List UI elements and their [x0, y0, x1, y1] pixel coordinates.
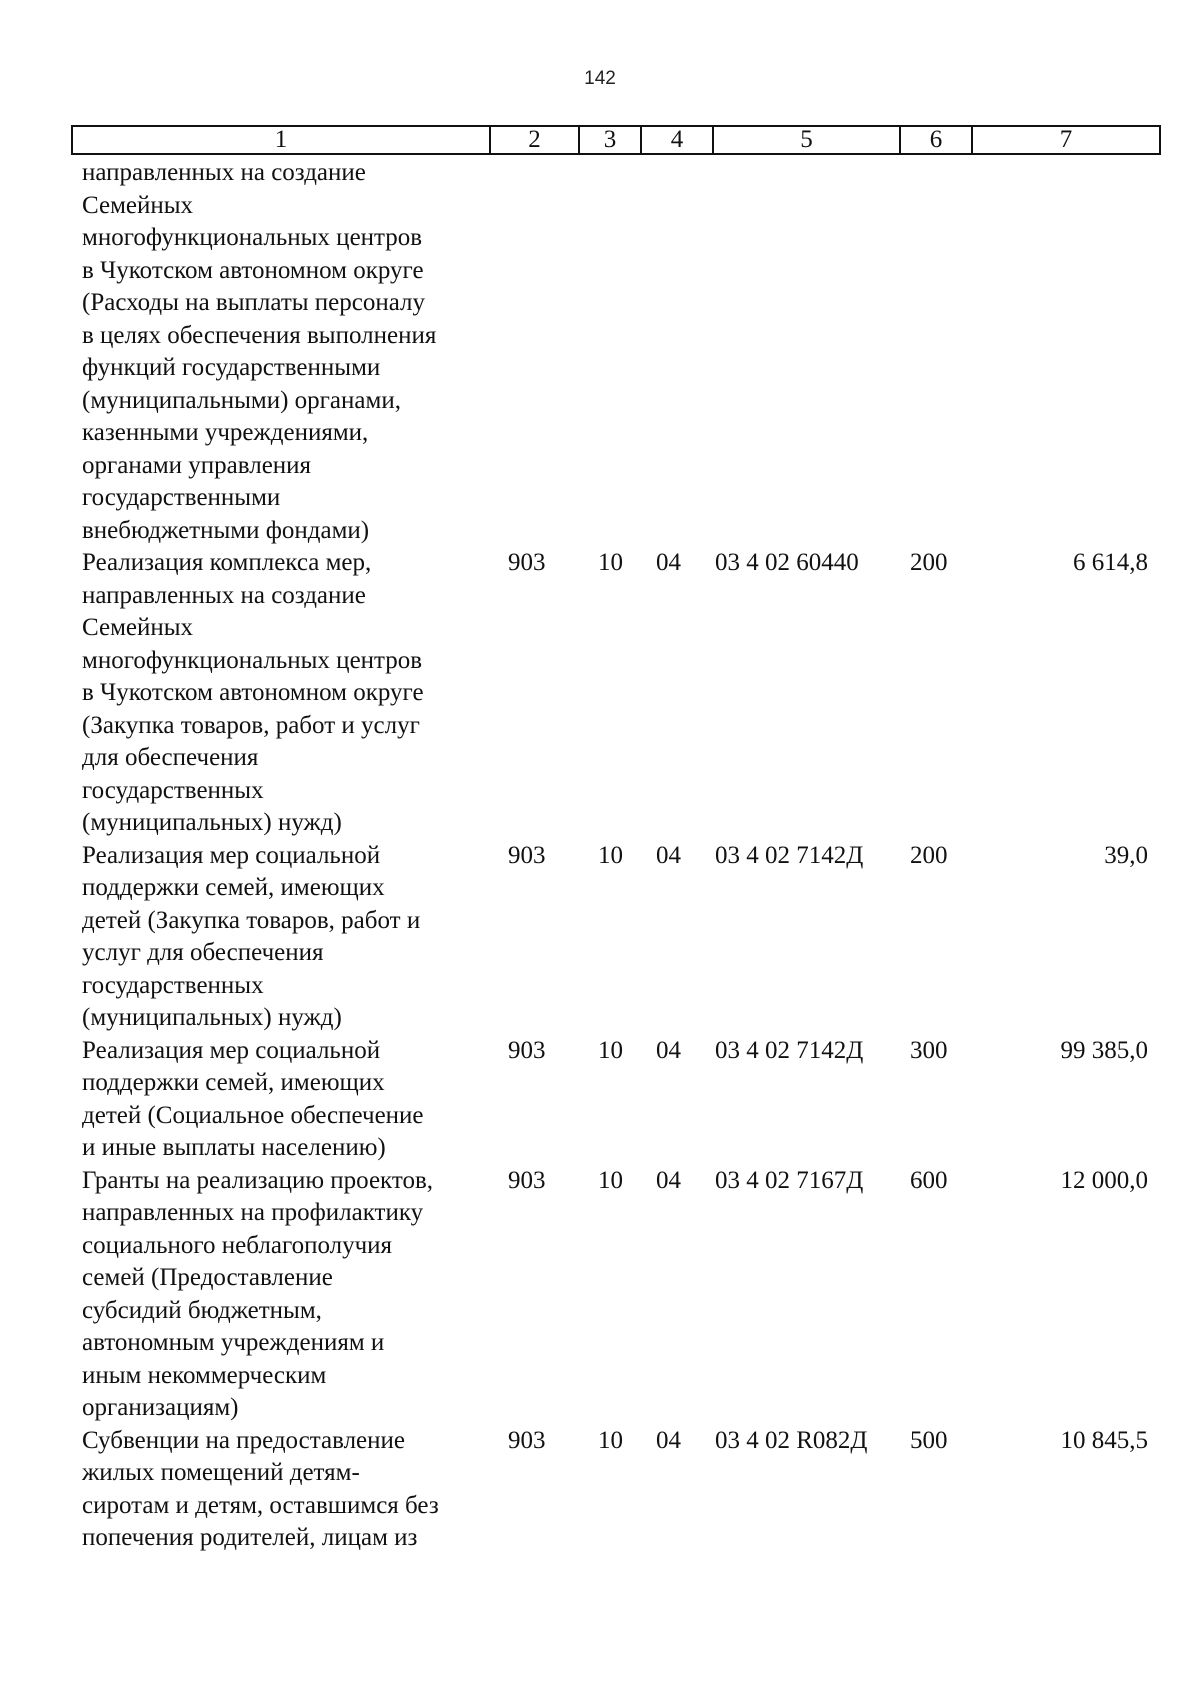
row-col-3: 10 — [598, 1036, 623, 1064]
row-col-5: 03 4 02 60440 — [715, 549, 859, 576]
row-col-5: 03 4 02 7142Д — [715, 1036, 864, 1064]
page-number: 142 — [584, 68, 616, 89]
row-description: Реализация мер социальной поддержки семей, имеющих детей (Закупка товаров, работ и услуг для обеспечения государственных (муниципальных) нужд) — [82, 841, 421, 1031]
header-col-3: 3 — [580, 127, 642, 153]
row-col-2: 903 — [508, 549, 546, 576]
header-col-2: 2 — [491, 127, 580, 153]
row-col-6: 500 — [910, 1426, 948, 1454]
row-col-3: 10 — [598, 841, 623, 869]
row-col-6: 200 — [910, 549, 948, 576]
row-description: Реализация мер социальной поддержки семей, имеющих детей (Социальное обеспечение и иные выплаты населению) — [82, 1036, 424, 1161]
table-row — [0, 840, 1200, 1035]
table-header-row — [71, 125, 1161, 155]
row-col-5: 03 4 02 7142Д — [715, 841, 864, 869]
row-col-7: 10 845,5 — [1060, 1426, 1148, 1454]
row-col-3: 10 — [598, 1166, 623, 1194]
table-row — [0, 1165, 1200, 1425]
row-description: Гранты на реализацию проектов, направленных на профилактику социального неблагополучия семей (Предоставление субсидий бюджетным, автономным учреждениям и иным некоммерческим организациям) — [82, 1166, 434, 1421]
row-col-2: 903 — [508, 1166, 546, 1194]
header-col-4: 4 — [642, 127, 714, 153]
table-body — [0, 157, 1200, 1555]
row-col-4: 04 — [656, 1426, 681, 1454]
table-row — [0, 547, 1200, 840]
row-col-6: 600 — [910, 1166, 948, 1194]
row-col-5: 03 4 02 7167Д — [715, 1166, 864, 1194]
row-col-4: 04 — [656, 1166, 681, 1194]
table-row — [0, 157, 1200, 547]
row-col-7: 39,0 — [1104, 841, 1148, 869]
header-col-6: 6 — [901, 127, 973, 153]
row-col-2: 903 — [508, 1036, 546, 1064]
row-col-4: 04 — [656, 549, 681, 576]
row-description: Реализация комплекса мер, направленных на создание Семейных многофункциональных центров в Чукотском автономном округе (Закупка товаров, работ и услуг для обеспечения государственных (муниципальных) нужд) — [82, 549, 424, 836]
row-col-7: 99 385,0 — [1060, 1036, 1148, 1064]
row-description: направленных на создание Семейных многофункциональных центров в Чукотском автономном округе (Расходы на выплаты персоналу в целях обеспечения выполнения функций государственными (муниципальными) органами, казенными учреждениями, органами управления государственными внебюджетными фондами) — [82, 159, 437, 544]
row-col-7: 12 000,0 — [1060, 1166, 1148, 1194]
row-col-4: 04 — [656, 841, 681, 869]
row-col-4: 04 — [656, 1036, 681, 1064]
header-col-5: 5 — [714, 127, 901, 153]
row-col-3: 10 — [598, 1426, 623, 1454]
table-row — [0, 1425, 1200, 1555]
row-col-6: 300 — [910, 1036, 948, 1064]
row-col-5: 03 4 02 R082Д — [715, 1426, 868, 1454]
header-col-7: 7 — [1059, 126, 1073, 153]
row-col-7: 6 614,8 — [1073, 549, 1148, 576]
row-col-2: 903 — [508, 1426, 546, 1454]
row-col-6: 200 — [910, 841, 948, 869]
row-description: Субвенции на предоставление жилых помещений детям- сиротам и детям, оставшимся без попечения родителей, лицам из — [82, 1426, 439, 1551]
row-col-3: 10 — [598, 549, 623, 576]
table-row — [0, 1035, 1200, 1165]
header-col-1: 1 — [73, 127, 491, 153]
row-col-2: 903 — [508, 841, 546, 869]
